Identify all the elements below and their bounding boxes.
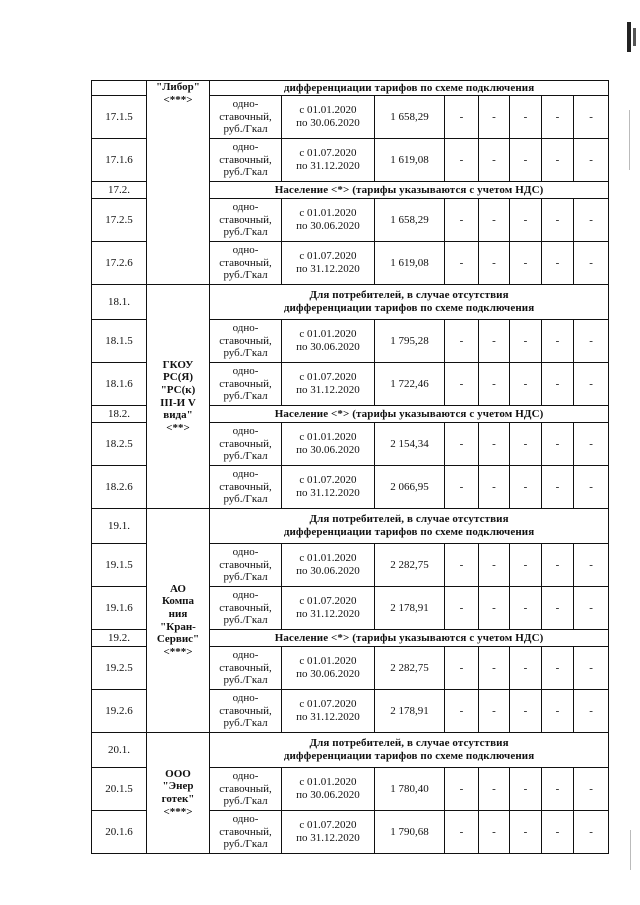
rate-unit-cell: одно- ставочный, руб./Гкал [210, 690, 282, 733]
period-cell: с 01.07.2020 по 31.12.2020 [282, 139, 375, 182]
empty-value-cell: - [479, 199, 510, 242]
tariff-value-cell: 2 178,91 [375, 587, 445, 630]
row-number-cell: 19.2.5 [92, 647, 147, 690]
empty-value-cell: - [574, 544, 609, 587]
row-number-cell: 19.2.6 [92, 690, 147, 733]
empty-value-cell: - [445, 544, 479, 587]
empty-value-cell: - [445, 242, 479, 285]
empty-value-cell: - [510, 96, 542, 139]
empty-value-cell: - [542, 811, 574, 854]
row-number-cell [92, 81, 147, 96]
empty-value-cell: - [574, 199, 609, 242]
empty-value-cell: - [445, 320, 479, 363]
period-cell: с 01.07.2020 по 31.12.2020 [282, 811, 375, 854]
empty-value-cell: - [574, 690, 609, 733]
rate-unit-cell: одно- ставочный, руб./Гкал [210, 139, 282, 182]
empty-value-cell: - [479, 587, 510, 630]
empty-value-cell: - [510, 242, 542, 285]
empty-value-cell: - [574, 242, 609, 285]
rate-unit-cell: одно- ставочный, руб./Гкал [210, 320, 282, 363]
empty-value-cell: - [542, 242, 574, 285]
row-number-cell: 18.2.6 [92, 466, 147, 509]
consumer-section-header: Для потребителей, в случае отсутствия дифференциации тарифов по схеме подключения [210, 509, 609, 544]
tariff-value-cell: 1 658,29 [375, 96, 445, 139]
empty-value-cell: - [445, 96, 479, 139]
scan-mark [627, 22, 631, 52]
tariff-value-cell: 2 282,75 [375, 544, 445, 587]
empty-value-cell: - [542, 96, 574, 139]
empty-value-cell: - [542, 199, 574, 242]
empty-value-cell: - [510, 811, 542, 854]
empty-value-cell: - [574, 423, 609, 466]
row-number-cell: 20.1.6 [92, 811, 147, 854]
tariff-value-cell: 1 790,68 [375, 811, 445, 854]
empty-value-cell: - [479, 242, 510, 285]
population-section-header: Население <*> (тарифы указываются с учетом НДС) [210, 406, 609, 423]
empty-value-cell: - [510, 363, 542, 406]
empty-value-cell: - [479, 139, 510, 182]
empty-value-cell: - [542, 587, 574, 630]
empty-value-cell: - [479, 647, 510, 690]
tariff-value-cell: 1 780,40 [375, 768, 445, 811]
empty-value-cell: - [542, 690, 574, 733]
scan-edge-line [630, 830, 631, 870]
table-row [92, 733, 609, 768]
row-number-cell: 18.1.6 [92, 363, 147, 406]
empty-value-cell: - [479, 768, 510, 811]
population-section-header: Население <*> (тарифы указываются с учетом НДС) [210, 182, 609, 199]
empty-value-cell: - [479, 423, 510, 466]
empty-value-cell: - [479, 544, 510, 587]
empty-value-cell: - [542, 768, 574, 811]
period-cell: с 01.07.2020 по 31.12.2020 [282, 587, 375, 630]
row-number-cell: 19.2. [92, 630, 147, 647]
organization-name-cell: АО Компа ния "Кран- Сервис" <***> [147, 509, 210, 733]
organization-name-cell: ООО "Энер готек" <***> [147, 733, 210, 854]
empty-value-cell: - [574, 647, 609, 690]
empty-value-cell: - [479, 96, 510, 139]
rate-unit-cell: одно- ставочный, руб./Гкал [210, 96, 282, 139]
consumer-section-header: Для потребителей, в случае отсутствия дифференциации тарифов по схеме подключения [210, 285, 609, 320]
row-number-cell: 17.1.6 [92, 139, 147, 182]
empty-value-cell: - [445, 647, 479, 690]
tariff-value-cell: 2 178,91 [375, 690, 445, 733]
rate-unit-cell: одно- ставочный, руб./Гкал [210, 768, 282, 811]
row-number-cell: 18.1. [92, 285, 147, 320]
consumer-section-header: Для потребителей, в случае отсутствия дифференциации тарифов по схеме подключения [210, 733, 609, 768]
period-cell: с 01.01.2020 по 30.06.2020 [282, 199, 375, 242]
rate-unit-cell: одно- ставочный, руб./Гкал [210, 811, 282, 854]
empty-value-cell: - [542, 544, 574, 587]
rate-unit-cell: одно- ставочный, руб./Гкал [210, 544, 282, 587]
period-cell: с 01.01.2020 по 30.06.2020 [282, 423, 375, 466]
empty-value-cell: - [445, 768, 479, 811]
empty-value-cell: - [542, 320, 574, 363]
empty-value-cell: - [542, 423, 574, 466]
empty-value-cell: - [574, 139, 609, 182]
empty-value-cell: - [510, 768, 542, 811]
empty-value-cell: - [574, 466, 609, 509]
empty-value-cell: - [542, 466, 574, 509]
period-cell: с 01.07.2020 по 31.12.2020 [282, 466, 375, 509]
empty-value-cell: - [574, 363, 609, 406]
tariff-value-cell: 2 066,95 [375, 466, 445, 509]
tariff-table [91, 80, 609, 854]
empty-value-cell: - [510, 544, 542, 587]
empty-value-cell: - [574, 587, 609, 630]
tariff-value-cell: 2 154,34 [375, 423, 445, 466]
empty-value-cell: - [510, 587, 542, 630]
empty-value-cell: - [510, 423, 542, 466]
tariff-value-cell: 1 722,46 [375, 363, 445, 406]
tariff-value-cell: 2 282,75 [375, 647, 445, 690]
empty-value-cell: - [445, 811, 479, 854]
period-cell: с 01.07.2020 по 31.12.2020 [282, 242, 375, 285]
period-cell: с 01.01.2020 по 30.06.2020 [282, 96, 375, 139]
table-row [92, 285, 609, 320]
period-cell: с 01.01.2020 по 30.06.2020 [282, 544, 375, 587]
organization-name-cell: ГКОУ РС(Я) "РС(к) III-И V вида" <**> [147, 285, 210, 509]
scan-edge-line [629, 110, 630, 170]
empty-value-cell: - [542, 647, 574, 690]
row-number-cell: 19.1.6 [92, 587, 147, 630]
organization-name-cell: "Либор" <***> [147, 81, 210, 285]
empty-value-cell: - [542, 139, 574, 182]
tariff-value-cell: 1 658,29 [375, 199, 445, 242]
period-cell: с 01.01.2020 по 30.06.2020 [282, 647, 375, 690]
empty-value-cell: - [479, 320, 510, 363]
empty-value-cell: - [574, 96, 609, 139]
empty-value-cell: - [510, 647, 542, 690]
rate-unit-cell: одно- ставочный, руб./Гкал [210, 587, 282, 630]
period-cell: с 01.01.2020 по 30.06.2020 [282, 320, 375, 363]
empty-value-cell: - [574, 811, 609, 854]
empty-value-cell: - [510, 320, 542, 363]
row-number-cell: 20.1. [92, 733, 147, 768]
empty-value-cell: - [574, 320, 609, 363]
period-cell: с 01.07.2020 по 31.12.2020 [282, 363, 375, 406]
row-number-cell: 17.2.5 [92, 199, 147, 242]
empty-value-cell: - [445, 139, 479, 182]
empty-value-cell: - [445, 423, 479, 466]
row-number-cell: 17.2.6 [92, 242, 147, 285]
scan-mark [633, 28, 636, 46]
rate-unit-cell: одно- ставочный, руб./Гкал [210, 647, 282, 690]
row-number-cell: 18.2.5 [92, 423, 147, 466]
empty-value-cell: - [445, 690, 479, 733]
row-number-cell: 18.2. [92, 406, 147, 423]
empty-value-cell: - [574, 768, 609, 811]
rate-unit-cell: одно- ставочный, руб./Гкал [210, 466, 282, 509]
table-row [92, 81, 609, 96]
empty-value-cell: - [479, 811, 510, 854]
empty-value-cell: - [510, 199, 542, 242]
period-cell: с 01.01.2020 по 30.06.2020 [282, 768, 375, 811]
table-row [92, 509, 609, 544]
empty-value-cell: - [445, 587, 479, 630]
row-number-cell: 17.1.5 [92, 96, 147, 139]
row-number-cell: 17.2. [92, 182, 147, 199]
rate-unit-cell: одно- ставочный, руб./Гкал [210, 423, 282, 466]
rate-unit-cell: одно- ставочный, руб./Гкал [210, 199, 282, 242]
empty-value-cell: - [445, 363, 479, 406]
empty-value-cell: - [510, 466, 542, 509]
tariff-value-cell: 1 619,08 [375, 139, 445, 182]
empty-value-cell: - [479, 466, 510, 509]
row-number-cell: 19.1.5 [92, 544, 147, 587]
tariff-value-cell: 1 619,08 [375, 242, 445, 285]
period-cell: с 01.07.2020 по 31.12.2020 [282, 690, 375, 733]
empty-value-cell: - [542, 363, 574, 406]
consumer-section-header: дифференциации тарифов по схеме подключения [210, 81, 609, 96]
population-section-header: Население <*> (тарифы указываются с учетом НДС) [210, 630, 609, 647]
rate-unit-cell: одно- ставочный, руб./Гкал [210, 242, 282, 285]
empty-value-cell: - [445, 199, 479, 242]
empty-value-cell: - [479, 363, 510, 406]
tariff-value-cell: 1 795,28 [375, 320, 445, 363]
empty-value-cell: - [479, 690, 510, 733]
row-number-cell: 20.1.5 [92, 768, 147, 811]
empty-value-cell: - [445, 466, 479, 509]
row-number-cell: 19.1. [92, 509, 147, 544]
row-number-cell: 18.1.5 [92, 320, 147, 363]
rate-unit-cell: одно- ставочный, руб./Гкал [210, 363, 282, 406]
empty-value-cell: - [510, 139, 542, 182]
empty-value-cell: - [510, 690, 542, 733]
